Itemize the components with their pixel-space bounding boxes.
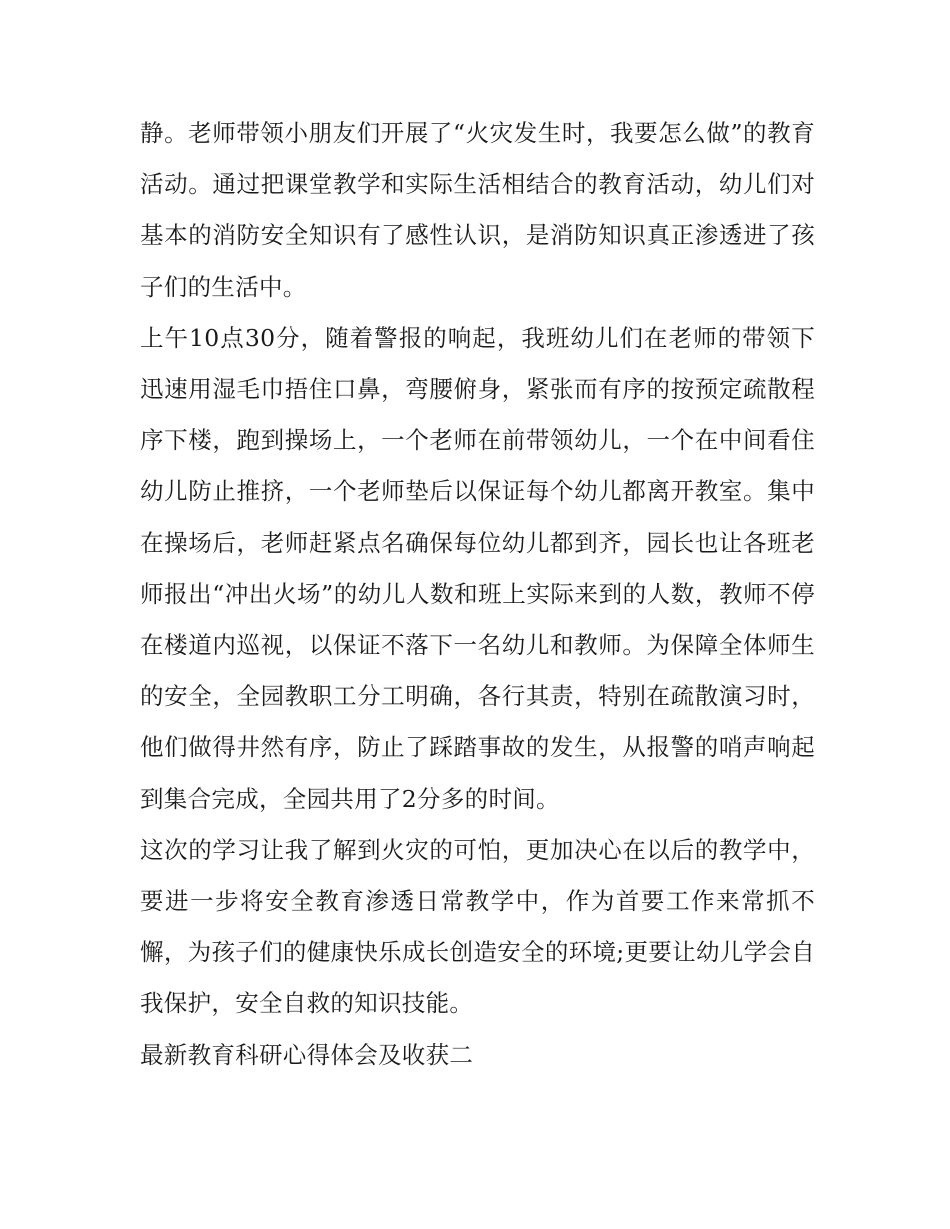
- paragraph-evacuation-drill: 上午10点30分，随着警报的响起，我班幼儿们在老师的带领下迅速用湿毛巾捂住口鼻，弯腰俯身，紧张而有序的按预定疏散程序下楼，跑到操场上，一个老师在前带领幼儿，一个在中间看住幼儿防止推挤，一个老师垫后以保证每个幼儿都离开教室。集中在操场后，老师赶紧点名确保每位幼儿都到齐，园长也让各班老师报出“冲出火场”的幼儿人数和班上实际来到的人数，教师不停在楼道内巡视，以保证不落下一名幼儿和教师。为保障全体师生的安全，全园教职工分工明确，各行其责，特别在疏散演习时，他们做得井然有序，防止了踩踏事故的发生，从报警的哨声响起到集合完成，全园共用了2分多的时间。: [140, 323, 815, 813]
- section-heading: 最新教育科研心得体会及收获二: [140, 1040, 474, 1069]
- document-body: [140, 108, 815, 1081]
- paragraph-fire-education-activity: 静。老师带领小朋友们开展了“火灾发生时，我要怎么做”的教育活动。通过把课堂教学和实际生活相结合的教育活动，幼儿们对基本的消防安全知识有了感性认识，是消防知识真正渗透进了孩子们的生活中。: [140, 119, 815, 301]
- paragraph-reflection: 这次的学习让我了解到火灾的可怕，更加决心在以后的教学中，要进一步将安全教育渗透日常教学中，作为首要工作来常抓不懈，为孩子们的健康快乐成长创造安全的环境;更要让幼儿学会自我保护，安全自救的知识技能。: [140, 835, 815, 1018]
